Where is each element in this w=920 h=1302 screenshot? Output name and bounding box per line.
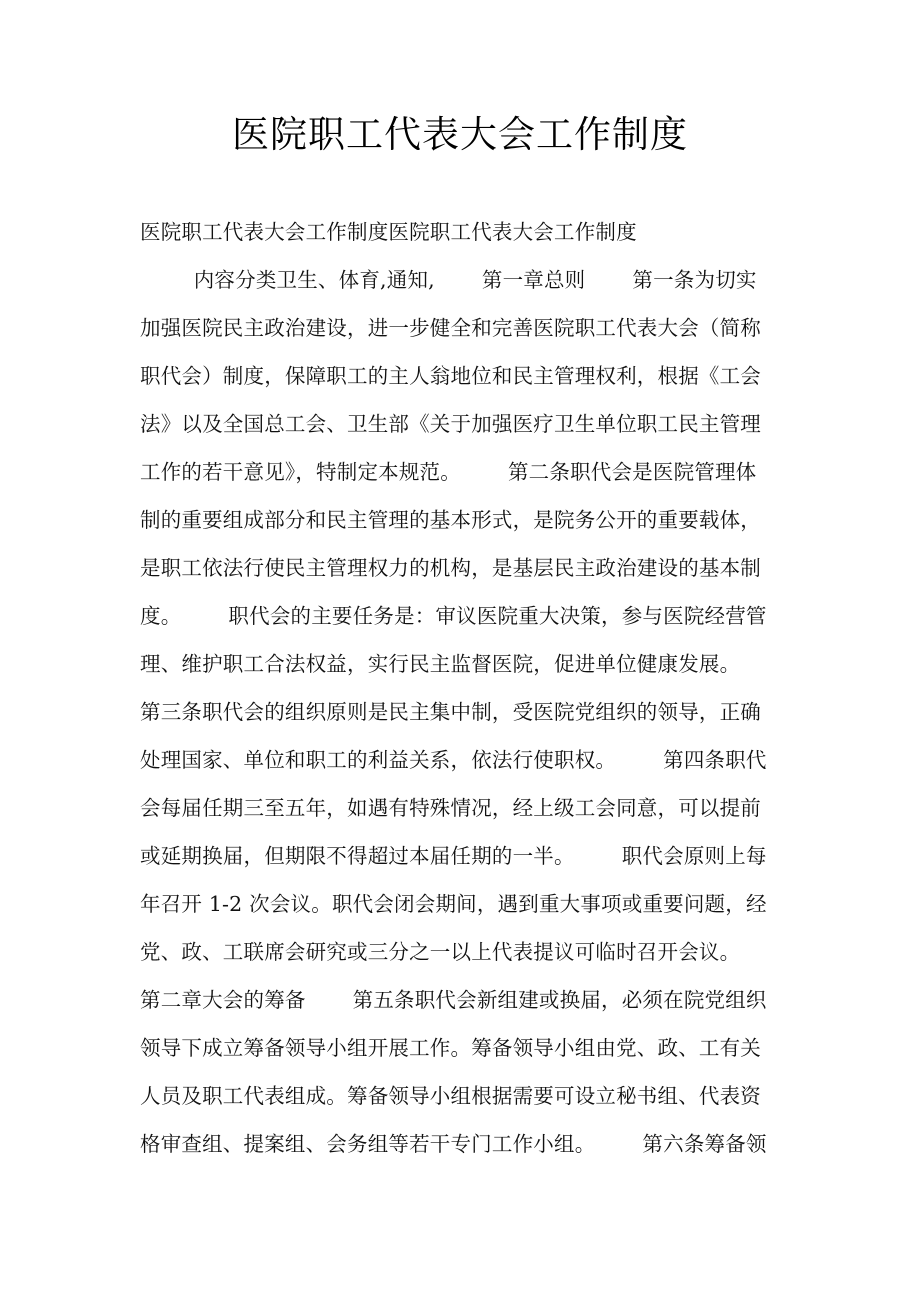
document-title: 医院职工代表大会工作制度	[232, 113, 688, 156]
text-line: 格审查组、提案组、会务组等若干专门工作小组。 第六条筹备领	[140, 1132, 767, 1156]
text-line: 内容分类卫生、体育,通知, 第一章总则 第一条为切实	[140, 268, 757, 292]
text-line: 工作的若干意见》，特制定本规范。 第二条职代会是医院管理体	[140, 460, 757, 484]
text-line: 职代会）制度，保障职工的主人翁地位和民主管理权利，根据《工会	[140, 364, 761, 388]
text-line: 领导下成立筹备领导小组开展工作。筹备领导小组由党、政、工有关	[140, 1036, 761, 1060]
text-line: 或延期换届，但期限不得超过本届任期的一半。 职代会原则上每	[140, 844, 767, 868]
text-line: 加强医院民主政治建设，进一步健全和完善医院职工代表大会（简称	[140, 316, 761, 340]
text-line: 人员及职工代表组成。筹备领导小组根据需要可设立秘书组、代表资	[140, 1084, 761, 1108]
text-line: 处理国家、单位和职工的利益关系，依法行使职权。 第四条职代	[140, 748, 767, 772]
text-line: 法》以及全国总工会、卫生部《关于加强医疗卫生单位职工民主管理	[140, 412, 761, 436]
text-line: 理、维护职工合法权益，实行民主监督医院，促进单位健康发展。	[140, 652, 741, 676]
text-line: 第三条职代会的组织原则是民主集中制，受医院党组织的领导，正确	[140, 700, 761, 724]
text-line: 党、政、工联席会研究或三分之一以上代表提议可临时召开会议。	[140, 940, 741, 964]
text-line: 度。 职代会的主要任务是：审议医院重大决策，参与医院经营管	[140, 604, 767, 628]
text-line: 第二章大会的筹备 第五条职代会新组建或换届，必须在院党组织	[140, 988, 767, 1012]
text-line: 会每届任期三至五年，如遇有特殊情况，经上级工会同意，可以提前	[140, 796, 761, 820]
text-line: 医院职工代表大会工作制度医院职工代表大会工作制度	[140, 220, 637, 244]
text-line: 是职工依法行使民主管理权力的机构，是基层民主政治建设的基本制	[140, 556, 761, 580]
text-line: 年召开 1-2 次会议。职代会闭会期间，遇到重大事项或重要问题，经	[140, 892, 767, 916]
text-line: 制的重要组成部分和民主管理的基本形式，是院务公开的重要载体，	[140, 508, 761, 532]
